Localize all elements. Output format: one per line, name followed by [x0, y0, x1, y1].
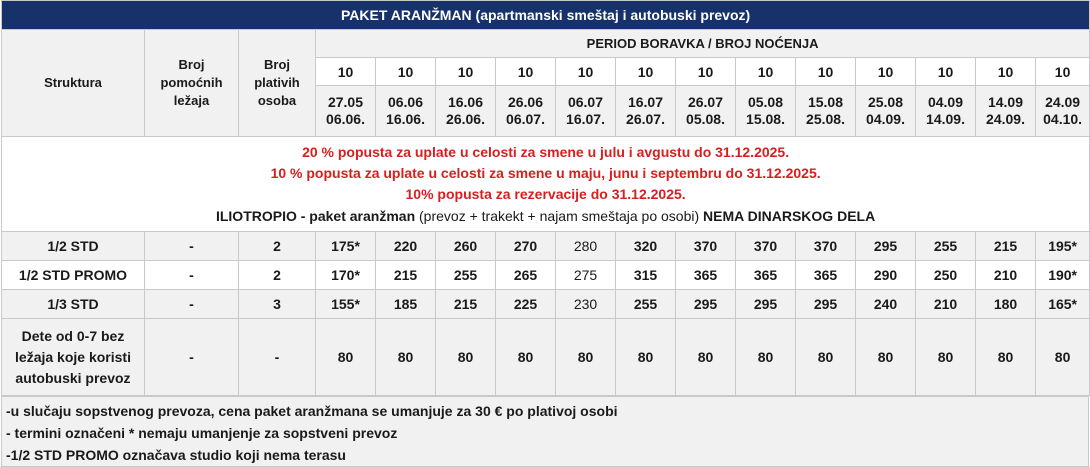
price-cell: 370	[736, 232, 796, 261]
price-cell: 210	[976, 261, 1036, 290]
price-cell: 225	[496, 290, 556, 319]
price-cell: 230	[556, 290, 616, 319]
row-plativi: 3	[239, 290, 316, 319]
row-pomocni: -	[145, 232, 239, 261]
nights-cell: 10	[796, 58, 856, 86]
price-cell: 250	[916, 261, 976, 290]
price-cell: 370	[676, 232, 736, 261]
price-cell: 190*	[1036, 261, 1090, 290]
nights-cell: 10	[556, 58, 616, 86]
price-cell: 265	[496, 261, 556, 290]
price-cell: 275	[556, 261, 616, 290]
price-cell: 315	[616, 261, 676, 290]
date-cell: 04.09 14.09.	[916, 86, 976, 137]
header-struktura: Struktura	[2, 30, 145, 137]
price-cell: 80	[436, 319, 496, 396]
price-cell: 180	[976, 290, 1036, 319]
nights-cell: 10	[376, 58, 436, 86]
price-cell: 290	[856, 261, 916, 290]
nights-cell: 10	[616, 58, 676, 86]
price-cell: 365	[676, 261, 736, 290]
date-cell: 26.06 06.07.	[496, 86, 556, 137]
price-cell: 255	[436, 261, 496, 290]
price-cell: 295	[676, 290, 736, 319]
notes-block	[1, 396, 1089, 467]
price-cell: 370	[796, 232, 856, 261]
row-plativi: -	[239, 319, 316, 396]
price-cell: 215	[436, 290, 496, 319]
price-cell: 215	[376, 261, 436, 290]
package-description: ILIOTROPIO - paket aranžman (prevoz + trakekt + najam smeštaja po osobi) NEMA DINARSKOG DELA	[215, 207, 876, 224]
header-period: PERIOD BORAVKA / BROJ NOĆENJA	[316, 30, 1090, 58]
nights-cell: 10	[676, 58, 736, 86]
price-cell: 295	[736, 290, 796, 319]
price-cell: 175*	[316, 232, 376, 261]
date-cell: 15.08 25.08.	[796, 86, 856, 137]
price-cell: 80	[976, 319, 1036, 396]
price-cell: 255	[616, 290, 676, 319]
price-cell: 80	[556, 319, 616, 396]
price-cell: 80	[796, 319, 856, 396]
row-struktura: 1/2 STD PROMO	[2, 261, 145, 290]
price-cell: 215	[976, 232, 1036, 261]
nights-cell: 10	[736, 58, 796, 86]
nights-cell: 10	[496, 58, 556, 86]
price-cell: 320	[616, 232, 676, 261]
price-cell: 80	[916, 319, 976, 396]
nights-cell: 10	[1036, 58, 1090, 86]
price-cell: 195*	[1036, 232, 1090, 261]
date-cell: 14.09 24.09.	[976, 86, 1036, 137]
price-cell: 80	[376, 319, 436, 396]
nights-cell: 10	[316, 58, 376, 86]
date-cell: 24.09 04.10.	[1036, 86, 1090, 137]
date-cell: 16.06 26.06.	[436, 86, 496, 137]
row-pomocni: -	[145, 319, 239, 396]
price-cell: 270	[496, 232, 556, 261]
promo-block	[2, 137, 1090, 232]
promo-line-may-june-september: 10 % popusta za uplate u celosti za smene u maju, junu i septembru do 31.12.2025.	[270, 164, 821, 181]
price-cell: 295	[856, 232, 916, 261]
price-cell: 295	[796, 290, 856, 319]
price-cell: 240	[856, 290, 916, 319]
promo-line-july-august: 20 % popusta za uplate u celosti za smene u julu i avgustu do 31.12.2025.	[302, 143, 790, 160]
row-plativi: 2	[239, 261, 316, 290]
price-table	[1, 0, 1090, 396]
note-promo-studio: -1/2 STD PROMO označava studio koji nema terasu	[6, 447, 346, 463]
table-row	[2, 232, 1090, 261]
price-cell: 210	[916, 290, 976, 319]
table-row	[2, 261, 1090, 290]
promo-line-reservation: 10% popusta za rezervacije do 31.12.2025.	[405, 185, 686, 202]
header-broj-pomocnih: Broj pomoćnih ležaja	[145, 30, 239, 137]
price-cell: 155*	[316, 290, 376, 319]
row-pomocni: -	[145, 261, 239, 290]
price-cell: 80	[856, 319, 916, 396]
row-pomocni: -	[145, 290, 239, 319]
price-cell: 260	[436, 232, 496, 261]
date-cell: 16.07 26.07.	[616, 86, 676, 137]
nights-cell: 10	[856, 58, 916, 86]
row-struktura: 1/2 STD	[2, 232, 145, 261]
date-cell: 05.08 15.08.	[736, 86, 796, 137]
date-cell: 06.06 16.06.	[376, 86, 436, 137]
price-cell: 80	[316, 319, 376, 396]
price-cell: 165*	[1036, 290, 1090, 319]
note-own-transport: -u slučaju sopstvenog prevoza, cena paket aranžmana se umanjuje za 30 € po plativoj osobi	[6, 403, 618, 419]
row-struktura: 1/3 STD	[2, 290, 145, 319]
date-cell: 26.07 05.08.	[676, 86, 736, 137]
row-struktura: Dete od 0-7 bez ležaja koje koristi autobuski prevoz	[2, 319, 145, 396]
table-title: PAKET ARANŽMAN (apartmanski smeštaj i autobuski prevoz)	[2, 1, 1090, 30]
nights-cell: 10	[916, 58, 976, 86]
price-cell: 365	[736, 261, 796, 290]
header-broj-plativih: Broj plativih osoba	[239, 30, 316, 137]
price-cell: 280	[556, 232, 616, 261]
price-cell: 365	[796, 261, 856, 290]
note-asterisk: - termini označeni * nemaju umanjenje za sopstveni prevoz	[6, 425, 398, 441]
price-cell: 80	[1036, 319, 1090, 396]
price-cell: 255	[916, 232, 976, 261]
table-row	[2, 290, 1090, 319]
price-cell: 220	[376, 232, 436, 261]
date-cell: 27.05 06.06.	[316, 86, 376, 137]
date-cell: 25.08 04.09.	[856, 86, 916, 137]
price-cell: 185	[376, 290, 436, 319]
row-plativi: 2	[239, 232, 316, 261]
date-cell: 06.07 16.07.	[556, 86, 616, 137]
nights-cell: 10	[976, 58, 1036, 86]
table-row	[2, 319, 1090, 396]
price-cell: 80	[736, 319, 796, 396]
price-cell: 80	[496, 319, 556, 396]
nights-cell: 10	[436, 58, 496, 86]
price-cell: 80	[616, 319, 676, 396]
price-cell: 80	[676, 319, 736, 396]
price-cell: 170*	[316, 261, 376, 290]
